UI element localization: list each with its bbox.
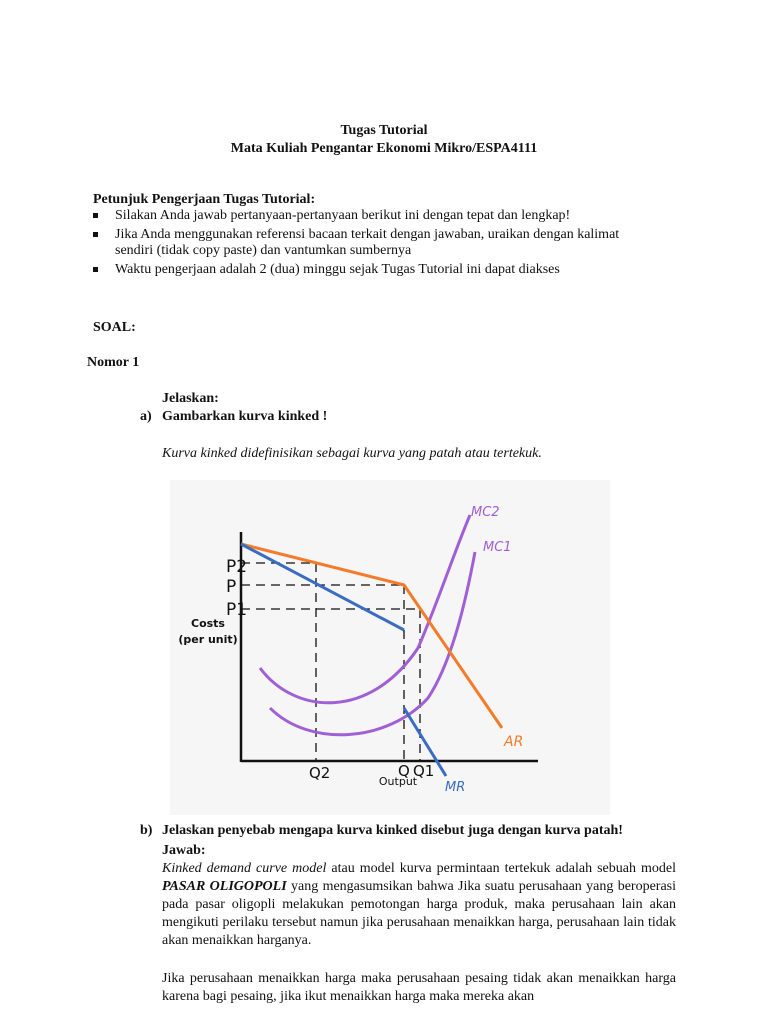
part-a-question: Gambarkan kurva kinked ! <box>162 409 328 424</box>
oligopoli-term: PASAR OLIGOPOLI <box>162 879 287 894</box>
ar-label: AR <box>504 734 524 750</box>
tick-q2: Q2 <box>309 764 331 782</box>
mc1-label: MC1 <box>483 540 512 555</box>
answer-label: Jawab: <box>162 843 206 858</box>
bullet-icon <box>93 232 98 237</box>
part-a-marker: a) <box>140 409 152 424</box>
part-b-marker: b) <box>140 823 153 838</box>
document-title: Tugas Tutorial <box>340 123 428 138</box>
jelaskan-label: Jelaskan: <box>162 391 219 406</box>
question-number: Nomor 1 <box>87 355 140 370</box>
x-axis-label: Output <box>378 775 418 788</box>
tick-p: P <box>226 577 237 597</box>
mc2-label: MC2 <box>471 505 500 520</box>
y-axis-label-per-unit: (per unit) <box>178 633 238 646</box>
course-title: Mata Kuliah Pengantar Ekonomi Mikro/ESPA4111 <box>230 141 538 156</box>
bullet-icon <box>93 267 98 272</box>
answer-paragraph-1: Kinked demand curve model atau model kurva permintaan tertekuk adalah sebuah model PASAR OLIGOPOLI yang mengasumsikan bahwa Jika suatu perusahaan yang beroperasi pada pasar oligopli melakukan pemotongan harga produk, maka perusahaan lain akan mengikuti perilaku tersebut namun jika perusahaan menaikkan harga, perusahaan lain tidak akan menaikkan harganya. <box>162 861 676 948</box>
chart-background <box>170 480 610 815</box>
bullet-icon <box>93 213 98 218</box>
instruction-item: Jika Anda menggunakan referensi bacaan terkait dengan jawaban, uraikan dengan kalimat sendiri (tidak copy paste) dan vantumkan sumbernya <box>93 227 653 259</box>
tick-q: Q <box>398 762 410 780</box>
mr-label: MR <box>445 780 466 795</box>
soal-label: SOAL: <box>93 320 136 335</box>
instruction-item: Silakan Anda jawab pertanyaan-pertanyaan berikut ini dengan tepat dan lengkap! <box>93 208 653 224</box>
kinked-curve-chart <box>170 480 610 815</box>
tick-p2: P2 <box>226 557 248 577</box>
tick-q1: Q1 <box>413 762 435 780</box>
kinked-model-term: Kinked demand curve model <box>162 861 327 876</box>
kinked-definition: Kurva kinked didefinisikan sebagai kurva yang patah atau tertekuk. <box>162 446 542 461</box>
instruction-item: Waktu pengerjaan adalah 2 (dua) minggu sejak Tugas Tutorial ini dapat diakses <box>93 262 653 278</box>
part-b-question: Jelaskan penyebab mengapa kurva kinked disebut juga dengan kurva patah! <box>162 823 623 838</box>
instructions-list <box>93 208 653 281</box>
y-axis-label-costs: Costs <box>191 617 225 630</box>
answer-paragraph-2: Jika perusahaan menaikkan harga maka perusahaan pesaing tidak akan menaikkan harga karena bagi pesaing, jika ikut menaikkan harga maka mereka akan <box>162 971 676 1004</box>
tick-p1: P1 <box>226 600 248 620</box>
instructions-heading: Petunjuk Pengerjaan Tugas Tutorial: <box>93 192 316 207</box>
